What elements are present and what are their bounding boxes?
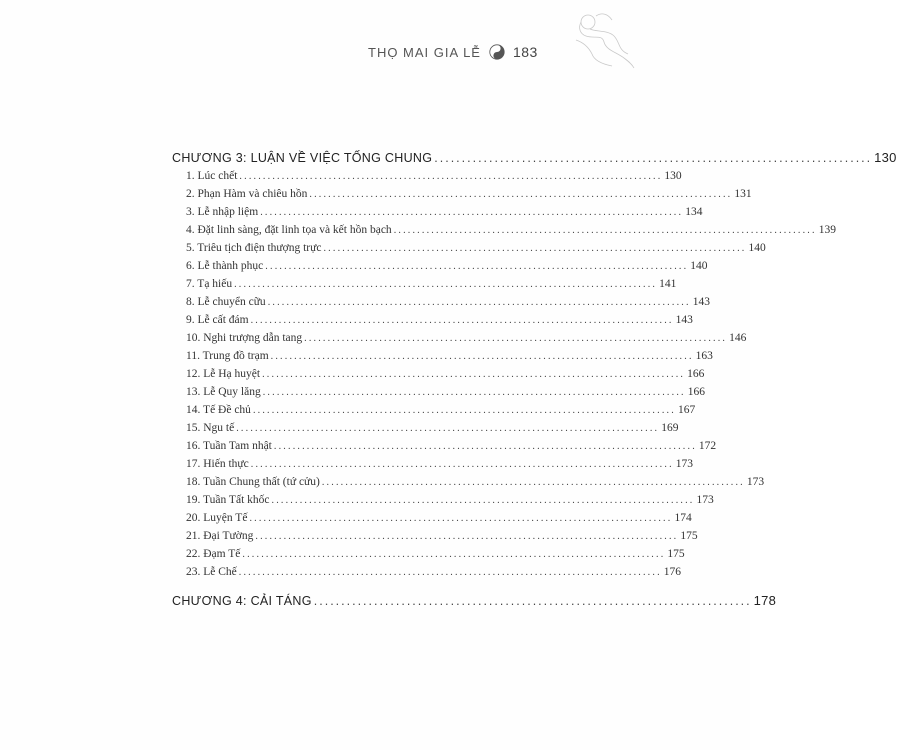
toc-entry [172,224,836,242]
dot-leader: .......................................................................................... [234,279,658,290]
toc-entry-page: 174 [674,512,692,524]
spacer [172,584,580,593]
toc-entry [172,404,696,422]
toc-entry-label: 13. Lễ Quy lăng [186,386,261,398]
toc-entry-page: 173 [675,458,694,470]
dot-leader: .......................................................................................... [271,495,695,506]
toc-entry [172,188,752,206]
dot-leader: .......................................................................................... [393,225,817,236]
dot-leader: .......................................................................................... [242,549,666,560]
dot-leader: .......................................................................................... [323,243,747,254]
dot-leader: .......................................................................................... [265,261,689,272]
toc-entry [172,386,705,404]
toc-entry-label: 2. Phạn Hàm và chiêu hồn [186,188,308,200]
dot-leader: .......................................................................................... [252,405,676,416]
toc-entry-label: 17. Hiến thực [186,458,249,470]
toc-entry-page: 175 [680,530,698,542]
toc-entry-label: 5. Triêu tịch điện thượng trực [186,242,322,254]
toc-entry-page: 140 [748,242,766,254]
toc-entry-label: 3. Lễ nhập liệm [186,206,259,218]
running-header [368,44,538,60]
toc-entry-label: 12. Lễ Hạ huyệt [186,368,261,380]
toc-entry [172,278,677,296]
toc-entry-page: 173 [746,476,765,488]
toc-entry-page: 131 [734,188,752,200]
toc-entry-page: 141 [659,278,677,290]
decorative-figure-icon [568,6,638,76]
toc-entry-label: 23. Lễ Chế [186,566,237,578]
toc-entry-page: 146 [729,332,747,344]
dot-leader: .......................................................................................... [321,477,745,488]
toc-entry-label: 8. Lễ chuyển cữu [186,296,266,308]
toc-entry [172,296,710,314]
toc-entry [172,260,708,278]
toc-entry-label: 14. Tế Đề chủ [186,404,251,416]
dot-leader: ................................................................................ [313,594,752,608]
toc-entry-page: 163 [695,350,713,362]
dot-leader: .......................................................................................... [260,207,684,218]
chapter-4-title: CHƯƠNG 4: CẢI TÁNG [172,594,312,608]
toc-entry-page: 134 [685,206,703,218]
toc-entry-page: 143 [692,296,710,308]
toc-entry [172,512,692,530]
toc-entry-label: 18. Tuần Chung thất (tứ cửu) [186,476,320,488]
chapter-3-entries [172,170,836,584]
toc-entry-page: 143 [675,314,693,326]
dot-leader: .......................................................................................... [262,387,686,398]
yin-yang-icon [489,44,505,60]
toc-entry-label: 4. Đặt linh sàng, đặt linh tọa và kết hồn bạch [186,224,392,236]
toc-entry [172,494,714,512]
table-of-contents [172,150,897,613]
dot-leader: .......................................................................................... [238,567,662,578]
toc-entry-page: 173 [696,494,714,506]
dot-leader: .......................................................................................... [309,189,733,200]
page-number: 183 [512,44,538,60]
toc-entry-page: 166 [687,368,705,380]
chapter-3-title: CHƯƠNG 3: LUẬN VỀ VIỆC TỐNG CHUNG [172,151,433,165]
dot-leader: .......................................................................................... [304,333,728,344]
toc-entry [172,530,698,548]
toc-entry-label: 11. Trung đồ trạm [186,350,269,362]
dot-leader: .......................................................................................... [236,423,660,434]
toc-entry [172,170,682,188]
chapter-3-page: 130 [874,150,897,165]
toc-entry-label: 7. Tạ hiếu [186,278,233,290]
toc-entry [172,422,679,440]
toc-entry-label: 1. Lúc chết [186,170,238,182]
toc-entry [172,476,765,494]
toc-entry-page: 167 [677,404,696,416]
toc-entry-page: 166 [687,386,705,398]
dot-leader: .......................................................................................... [239,171,663,182]
toc-entry-page: 172 [698,440,717,452]
toc-entry [172,548,685,566]
toc-entry-label: 21. Đại Tường [186,530,254,542]
chapter-4-page: 178 [753,593,777,608]
toc-entry-page: 176 [663,566,682,578]
toc-entry-label: 9. Lễ cất đám [186,314,249,326]
book-title: THỌ MAI GIA LỄ [368,44,481,60]
toc-entry-label: 15. Ngu tế [186,422,235,434]
dot-leader: .......................................................................................... [273,441,697,452]
toc-chapter-4 [172,593,777,613]
toc-chapter-3 [172,150,897,170]
toc-entry-page: 139 [818,224,836,236]
dot-leader: .......................................................................................... [255,531,679,542]
dot-leader: .......................................................................................... [262,369,686,380]
toc-entry [172,350,713,368]
dot-leader: .......................................................................................... [267,297,691,308]
toc-entry [172,566,682,584]
toc-entry [172,206,703,224]
dot-leader: .......................................................................................... [250,459,674,470]
toc-entry [172,368,705,386]
toc-entry [172,242,766,260]
toc-entry [172,314,693,332]
toc-entry [172,332,747,350]
toc-entry-label: 16. Tuần Tam nhật [186,440,272,452]
toc-entry-page: 175 [667,548,685,560]
toc-entry-label: 6. Lễ thành phục [186,260,264,272]
toc-entry-page: 140 [690,260,708,272]
toc-entry-label: 10. Nghi trượng dẫn tang [186,332,303,344]
toc-entry-page: 169 [661,422,679,434]
toc-entry-label: 22. Đạm Tế [186,548,241,560]
toc-entry [172,440,717,458]
toc-entry [172,458,694,476]
toc-entry-page: 130 [664,170,682,182]
dot-leader: .......................................................................................... [270,351,694,362]
dot-leader: ................................................................................ [434,151,873,165]
toc-entry-label: 19. Tuần Tất khốc [186,494,270,506]
toc-entry-label: 20. Luyện Tế [186,512,248,524]
dot-leader: .......................................................................................... [250,315,674,326]
dot-leader: .......................................................................................... [249,513,673,524]
